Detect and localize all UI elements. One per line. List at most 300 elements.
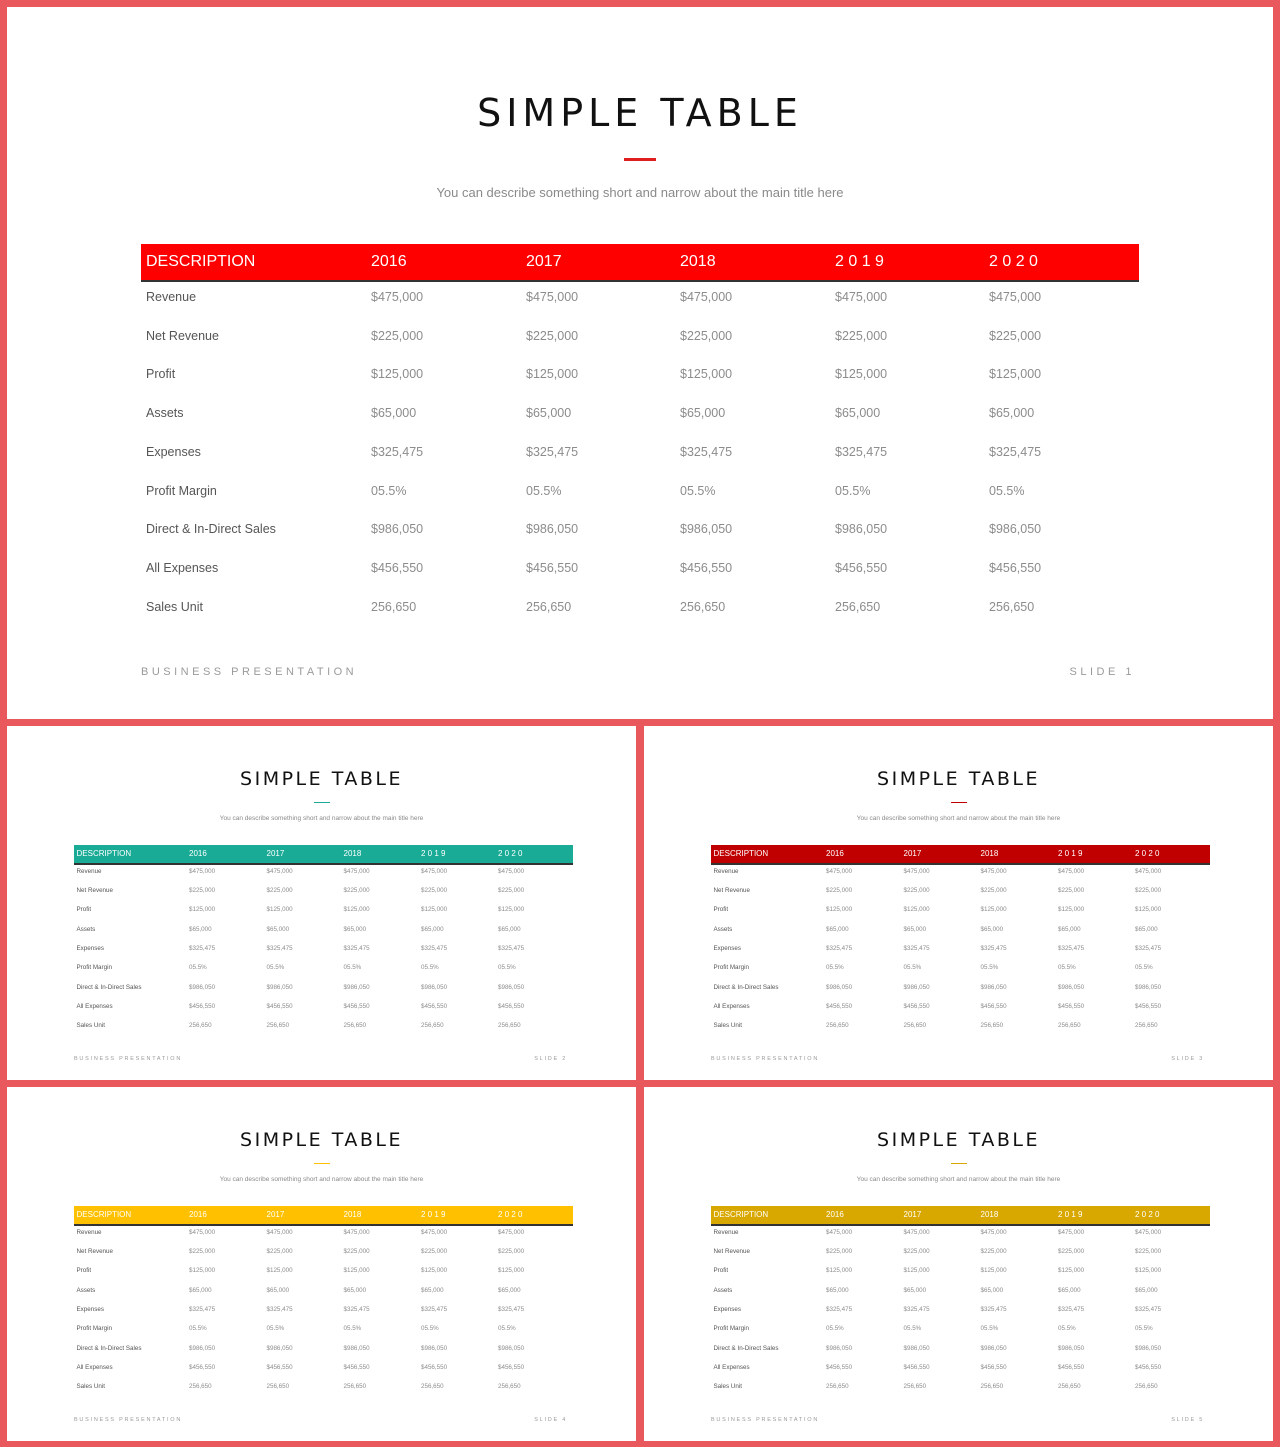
cell-2018: $65,000 xyxy=(680,406,726,421)
cell-2018: 05.5% xyxy=(343,964,362,972)
header-2017: 2017 xyxy=(266,1210,285,1219)
table-row xyxy=(711,868,1210,887)
cell-2020: $475,000 xyxy=(989,290,1042,304)
cell-2017: $986,050 xyxy=(266,1344,293,1352)
cell-2020: 256,650 xyxy=(498,1383,521,1391)
cell-2016: 05.5% xyxy=(826,1325,844,1333)
row-label: Revenue xyxy=(76,1228,102,1236)
cell-2017: $475,000 xyxy=(903,1228,930,1236)
table-row xyxy=(141,600,1139,639)
cell-2016: 256,650 xyxy=(826,1383,849,1391)
footer-presentation-name: BUSINESS PRESENTATION xyxy=(74,1055,183,1062)
cell-2020: $456,550 xyxy=(1135,1363,1162,1371)
header-2017: 2017 xyxy=(266,849,285,858)
row-label: Revenue xyxy=(76,867,102,875)
table-row xyxy=(141,522,1139,561)
table-row xyxy=(141,290,1139,329)
cell-2016: 256,650 xyxy=(189,1022,212,1030)
row-label: Profit xyxy=(146,367,176,382)
cell-2020: $475,000 xyxy=(1135,1228,1162,1236)
cell-2016: $456,550 xyxy=(826,1363,853,1371)
row-label: Assets xyxy=(713,925,733,933)
cell-2020: $225,000 xyxy=(989,328,1042,343)
table-row xyxy=(74,1306,573,1325)
cell-2016: $65,000 xyxy=(826,925,849,933)
footer-presentation-name: BUSINESS PRESENTATION xyxy=(141,666,358,678)
cell-2017: $325,475 xyxy=(266,1305,293,1313)
cell-2020: $225,000 xyxy=(1135,886,1162,894)
slide-subtitle: You can describe something short and narrow about the main title here xyxy=(219,815,424,822)
cell-2017: $65,000 xyxy=(903,925,927,933)
cell-2019: $456,550 xyxy=(1058,1002,1085,1010)
table-row xyxy=(711,1229,1210,1248)
cell-2017: $986,050 xyxy=(526,522,579,537)
table-row xyxy=(74,1383,573,1402)
cell-2019: $475,000 xyxy=(421,867,448,875)
cell-2018: 256,650 xyxy=(980,1383,1004,1391)
cell-2017: $456,550 xyxy=(266,1363,293,1371)
cell-2020: $475,000 xyxy=(498,867,525,875)
cell-2017: $456,550 xyxy=(903,1363,930,1371)
cell-2020: $125,000 xyxy=(1135,906,1162,914)
row-label: Sales Unit xyxy=(146,599,203,614)
cell-2017: $225,000 xyxy=(266,1247,293,1255)
cell-2020: $65,000 xyxy=(498,1286,521,1294)
title-underline xyxy=(314,1163,330,1165)
row-label: Net Revenue xyxy=(713,886,750,894)
row-label: Direct & In-Direct Sales xyxy=(713,983,779,991)
cell-2020: $986,050 xyxy=(1135,983,1162,991)
cell-2018: $65,000 xyxy=(343,1286,367,1294)
cell-2019: $986,050 xyxy=(1058,983,1085,991)
row-label: Direct & In-Direct Sales xyxy=(713,1344,779,1352)
cell-2016: $325,475 xyxy=(826,1305,853,1313)
cell-2016: $456,550 xyxy=(826,1002,853,1010)
header-2017: 2017 xyxy=(903,849,922,858)
header-2018: 2018 xyxy=(343,1210,362,1219)
cell-2017: $125,000 xyxy=(266,1267,293,1275)
header-2017: 2017 xyxy=(903,1210,922,1219)
cell-2018: $125,000 xyxy=(680,367,733,382)
cell-2017: $225,000 xyxy=(526,328,579,343)
cell-2016: $125,000 xyxy=(826,906,853,914)
cell-2018: $456,550 xyxy=(680,560,733,575)
header-2020: 2 0 2 0 xyxy=(1135,849,1160,858)
cell-2017: $475,000 xyxy=(266,867,293,875)
cell-2018: $456,550 xyxy=(343,1363,370,1371)
table-row xyxy=(74,1003,573,1022)
cell-2019: 256,650 xyxy=(1058,1022,1081,1030)
cell-2016: $65,000 xyxy=(826,1286,849,1294)
cell-2018: $125,000 xyxy=(343,906,370,914)
header-2016: 2016 xyxy=(189,849,207,858)
cell-2020: 256,650 xyxy=(1135,1022,1158,1030)
cell-2020: 05.5% xyxy=(989,483,1025,498)
cell-2016: $65,000 xyxy=(189,1286,212,1294)
table-row xyxy=(141,445,1139,484)
footer-slide-number: SLIDE 4 xyxy=(534,1416,567,1423)
row-label: Assets xyxy=(76,1286,96,1294)
cell-2016: $65,000 xyxy=(371,406,417,421)
cell-2019: $475,000 xyxy=(421,1228,448,1236)
cell-2017: 256,650 xyxy=(903,1022,927,1030)
title-underline xyxy=(951,802,967,804)
row-label: Profit Margin xyxy=(713,964,749,972)
cell-2017: $65,000 xyxy=(266,925,290,933)
cell-2019: $456,550 xyxy=(1058,1363,1085,1371)
cell-2016: $986,050 xyxy=(826,983,853,991)
row-label: Profit Margin xyxy=(713,1325,749,1333)
cell-2017: $225,000 xyxy=(266,886,293,894)
cell-2020: $325,475 xyxy=(989,444,1042,459)
cell-2016: 05.5% xyxy=(826,964,844,972)
cell-2017: $986,050 xyxy=(903,983,930,991)
cell-2020: 256,650 xyxy=(989,599,1035,614)
table-header xyxy=(74,1206,573,1226)
cell-2020: 05.5% xyxy=(1135,1325,1153,1333)
header-description: DESCRIPTION xyxy=(146,253,256,270)
cell-2016: $225,000 xyxy=(826,1247,853,1255)
cell-2018: $225,000 xyxy=(980,1247,1007,1255)
footer-slide-number: SLIDE 1 xyxy=(1069,666,1135,678)
cell-2018: $475,000 xyxy=(980,1228,1007,1236)
cell-2019: $125,000 xyxy=(1058,906,1085,914)
cell-2019: $456,550 xyxy=(421,1363,448,1371)
header-2020: 2 0 2 0 xyxy=(498,849,523,858)
cell-2018: 256,650 xyxy=(680,599,726,614)
header-2018: 2018 xyxy=(980,849,999,858)
cell-2019: $65,000 xyxy=(421,925,444,933)
cell-2016: $65,000 xyxy=(189,925,212,933)
cell-2017: 05.5% xyxy=(266,964,285,972)
header-2016: 2016 xyxy=(826,849,844,858)
row-label: All Expenses xyxy=(713,1363,750,1371)
header-2016: 2016 xyxy=(189,1210,207,1219)
row-label: All Expenses xyxy=(146,560,219,575)
cell-2019: $475,000 xyxy=(1058,867,1085,875)
header-2018: 2018 xyxy=(343,849,362,858)
cell-2016: $475,000 xyxy=(189,1228,216,1236)
table-row xyxy=(74,1248,573,1267)
cell-2019: 05.5% xyxy=(835,483,871,498)
row-label: Expenses xyxy=(146,444,201,459)
cell-2017: $456,550 xyxy=(266,1002,293,1010)
table-row xyxy=(141,561,1139,600)
row-label: Expenses xyxy=(76,944,104,952)
cell-2016: $225,000 xyxy=(189,1247,216,1255)
cell-2020: $986,050 xyxy=(498,1344,525,1352)
table-row xyxy=(711,1325,1210,1344)
table-row xyxy=(711,1287,1210,1306)
cell-2019: $65,000 xyxy=(1058,925,1081,933)
row-label: Net Revenue xyxy=(146,328,219,343)
row-label: Assets xyxy=(146,406,184,421)
row-label: Sales Unit xyxy=(76,1383,105,1391)
cell-2018: $986,050 xyxy=(343,1344,370,1352)
cell-2017: 256,650 xyxy=(526,599,572,614)
cell-2019: $125,000 xyxy=(421,906,448,914)
cell-2017: 05.5% xyxy=(903,1325,922,1333)
cell-2017: $325,475 xyxy=(266,944,293,952)
table-row xyxy=(74,1325,573,1344)
title-underline xyxy=(951,1163,967,1165)
table-row xyxy=(74,984,573,1003)
cell-2018: $225,000 xyxy=(980,886,1007,894)
row-label: Profit xyxy=(76,1267,92,1275)
slide-4[interactable] xyxy=(7,1087,636,1441)
table-header xyxy=(74,845,573,865)
cell-2016: $986,050 xyxy=(189,983,216,991)
cell-2019: $225,000 xyxy=(421,886,448,894)
header-description: DESCRIPTION xyxy=(76,849,132,858)
header-2016: 2016 xyxy=(826,1210,844,1219)
row-label: Net Revenue xyxy=(713,1247,750,1255)
cell-2016: $225,000 xyxy=(189,886,216,894)
data-table xyxy=(711,845,1210,1042)
table-header xyxy=(711,1206,1210,1226)
cell-2019: $225,000 xyxy=(1058,1247,1085,1255)
cell-2018: $125,000 xyxy=(980,906,1007,914)
cell-2018: 256,650 xyxy=(343,1022,367,1030)
cell-2017: 256,650 xyxy=(903,1383,927,1391)
data-table xyxy=(141,244,1139,638)
cell-2017: $65,000 xyxy=(903,1286,927,1294)
slide-5[interactable] xyxy=(644,1087,1273,1441)
cell-2018: $456,550 xyxy=(343,1002,370,1010)
cell-2017: $475,000 xyxy=(526,290,579,304)
cell-2020: $65,000 xyxy=(498,925,521,933)
cell-2017: $456,550 xyxy=(526,560,579,575)
cell-2019: $325,475 xyxy=(1058,1305,1085,1313)
slide-title: SIMPLE TABLE xyxy=(240,768,403,790)
row-label: Profit xyxy=(713,906,729,914)
cell-2019: 256,650 xyxy=(1058,1383,1081,1391)
cell-2016: $986,050 xyxy=(189,1344,216,1352)
header-description: DESCRIPTION xyxy=(713,849,769,858)
cell-2019: 05.5% xyxy=(1058,1325,1076,1333)
cell-2016: $225,000 xyxy=(826,886,853,894)
cell-2016: $986,050 xyxy=(826,1344,853,1352)
cell-2019: $325,475 xyxy=(421,1305,448,1313)
header-2017: 2017 xyxy=(526,253,562,270)
cell-2017: $65,000 xyxy=(526,406,572,421)
header-2016: 2016 xyxy=(371,253,407,270)
table-row xyxy=(711,906,1210,925)
row-label: Expenses xyxy=(713,944,741,952)
cell-2018: $456,550 xyxy=(980,1002,1007,1010)
cell-2017: $475,000 xyxy=(266,1228,293,1236)
table-row xyxy=(711,1345,1210,1364)
cell-2019: $475,000 xyxy=(1058,1228,1085,1236)
cell-2018: 256,650 xyxy=(343,1383,367,1391)
header-2019: 2 0 1 9 xyxy=(421,849,446,858)
cell-2017: 05.5% xyxy=(903,964,922,972)
cell-2017: 05.5% xyxy=(266,1325,285,1333)
cell-2018: $456,550 xyxy=(980,1363,1007,1371)
cell-2018: $986,050 xyxy=(343,983,370,991)
cell-2019: $456,550 xyxy=(835,560,888,575)
table-row xyxy=(141,406,1139,445)
cell-2020: $986,050 xyxy=(989,522,1042,537)
row-label: Net Revenue xyxy=(76,1247,113,1255)
cell-2019: $325,475 xyxy=(421,944,448,952)
cell-2016: 05.5% xyxy=(189,964,207,972)
cell-2016: 05.5% xyxy=(371,483,407,498)
cell-2019: $986,050 xyxy=(421,1344,448,1352)
row-label: Revenue xyxy=(146,290,197,304)
cell-2016: $325,475 xyxy=(189,1305,216,1313)
footer-presentation-name: BUSINESS PRESENTATION xyxy=(74,1416,183,1423)
row-label: Sales Unit xyxy=(76,1022,105,1030)
table-row xyxy=(711,1364,1210,1383)
cell-2019: $65,000 xyxy=(421,1286,444,1294)
cell-2019: 256,650 xyxy=(421,1022,444,1030)
header-2020: 2 0 2 0 xyxy=(498,1210,523,1219)
table-row xyxy=(141,367,1139,406)
table-row xyxy=(711,1306,1210,1325)
row-label: Expenses xyxy=(76,1305,104,1313)
cell-2017: $325,475 xyxy=(903,944,930,952)
cell-2019: $225,000 xyxy=(835,328,888,343)
table-row xyxy=(711,1003,1210,1022)
cell-2016: $475,000 xyxy=(189,867,216,875)
cell-2017: $325,475 xyxy=(526,444,579,459)
header-2020: 2 0 2 0 xyxy=(989,253,1038,270)
cell-2017: 05.5% xyxy=(526,483,562,498)
header-description: DESCRIPTION xyxy=(713,1210,769,1219)
cell-2019: $225,000 xyxy=(1058,886,1085,894)
cell-2017: 256,650 xyxy=(266,1022,290,1030)
cell-2019: $125,000 xyxy=(421,1267,448,1275)
row-label: Direct & In-Direct Sales xyxy=(146,522,276,537)
cell-2019: $986,050 xyxy=(421,983,448,991)
cell-2017: $125,000 xyxy=(526,367,579,382)
cell-2019: $475,000 xyxy=(835,290,888,304)
cell-2020: $475,000 xyxy=(1135,867,1162,875)
cell-2017: $475,000 xyxy=(903,867,930,875)
cell-2019: $325,475 xyxy=(835,444,888,459)
cell-2019: 05.5% xyxy=(1058,964,1076,972)
cell-2019: 05.5% xyxy=(421,964,439,972)
slide-2[interactable] xyxy=(7,726,636,1080)
cell-2018: 05.5% xyxy=(343,1325,362,1333)
row-label: Direct & In-Direct Sales xyxy=(76,1344,142,1352)
cell-2020: $456,550 xyxy=(989,560,1042,575)
cell-2020: 05.5% xyxy=(498,1325,516,1333)
table-row xyxy=(711,1248,1210,1267)
slide-3[interactable] xyxy=(644,726,1273,1080)
row-label: Net Revenue xyxy=(76,886,113,894)
header-2019: 2 0 1 9 xyxy=(1058,1210,1083,1219)
cell-2017: $125,000 xyxy=(903,1267,930,1275)
cell-2020: 05.5% xyxy=(1135,964,1153,972)
cell-2016: $475,000 xyxy=(826,867,853,875)
cell-2020: $125,000 xyxy=(989,367,1042,382)
row-label: Profit Margin xyxy=(76,1325,112,1333)
cell-2018: $475,000 xyxy=(343,1228,370,1236)
row-label: All Expenses xyxy=(76,1363,113,1371)
cell-2018: $475,000 xyxy=(980,867,1007,875)
cell-2020: $125,000 xyxy=(498,906,525,914)
cell-2018: $65,000 xyxy=(980,925,1004,933)
cell-2020: 256,650 xyxy=(1135,1383,1158,1391)
cell-2016: $456,550 xyxy=(371,560,424,575)
cell-2020: 05.5% xyxy=(498,964,516,972)
cell-2019: $125,000 xyxy=(1058,1267,1085,1275)
cell-2017: 256,650 xyxy=(266,1383,290,1391)
row-label: All Expenses xyxy=(713,1002,750,1010)
cell-2020: $325,475 xyxy=(498,1305,525,1313)
slide-1[interactable] xyxy=(7,7,1273,719)
cell-2016: $125,000 xyxy=(189,1267,216,1275)
cell-2016: 256,650 xyxy=(826,1022,849,1030)
data-table xyxy=(74,1206,573,1403)
slide-title: SIMPLE TABLE xyxy=(877,1129,1040,1151)
table-row xyxy=(74,1287,573,1306)
cell-2018: 05.5% xyxy=(980,1325,999,1333)
cell-2016: $456,550 xyxy=(189,1002,216,1010)
table-header xyxy=(711,845,1210,865)
table-row xyxy=(74,926,573,945)
cell-2016: $986,050 xyxy=(371,522,424,537)
cell-2018: $125,000 xyxy=(343,1267,370,1275)
cell-2017: $225,000 xyxy=(903,886,930,894)
row-label: Profit xyxy=(713,1267,729,1275)
cell-2016: $325,475 xyxy=(371,444,424,459)
cell-2019: $65,000 xyxy=(835,406,881,421)
table-row xyxy=(74,1022,573,1041)
slide-title: SIMPLE TABLE xyxy=(240,1129,403,1151)
cell-2020: $986,050 xyxy=(498,983,525,991)
cell-2020: $65,000 xyxy=(1135,925,1158,933)
cell-2017: $125,000 xyxy=(266,906,293,914)
cell-2020: $456,550 xyxy=(1135,1002,1162,1010)
table-row xyxy=(74,868,573,887)
cell-2018: $225,000 xyxy=(343,1247,370,1255)
table-row xyxy=(74,887,573,906)
table-row xyxy=(711,1267,1210,1286)
footer-presentation-name: BUSINESS PRESENTATION xyxy=(711,1416,820,1423)
cell-2017: $325,475 xyxy=(903,1305,930,1313)
header-2020: 2 0 2 0 xyxy=(1135,1210,1160,1219)
cell-2016: $225,000 xyxy=(371,328,424,343)
header-2019: 2 0 1 9 xyxy=(835,253,884,270)
cell-2018: $325,475 xyxy=(980,944,1007,952)
cell-2018: $475,000 xyxy=(343,867,370,875)
cell-2016: $475,000 xyxy=(371,290,424,304)
row-label: Sales Unit xyxy=(713,1383,742,1391)
cell-2018: $65,000 xyxy=(343,925,367,933)
slide-subtitle: You can describe something short and narrow about the main title here xyxy=(856,815,1061,822)
table-row xyxy=(74,1267,573,1286)
cell-2019: $986,050 xyxy=(835,522,888,537)
table-header xyxy=(141,244,1139,282)
table-row xyxy=(74,964,573,983)
table-row xyxy=(74,1229,573,1248)
row-label: Assets xyxy=(713,1286,733,1294)
table-row xyxy=(711,926,1210,945)
cell-2018: 05.5% xyxy=(680,483,716,498)
title-underline xyxy=(624,158,656,161)
table-row xyxy=(711,945,1210,964)
cell-2018: $325,475 xyxy=(343,944,370,952)
cell-2019: $456,550 xyxy=(421,1002,448,1010)
data-table xyxy=(74,845,573,1042)
cell-2020: $225,000 xyxy=(1135,1247,1162,1255)
cell-2020: $325,475 xyxy=(1135,944,1162,952)
header-2019: 2 0 1 9 xyxy=(421,1210,446,1219)
cell-2017: $456,550 xyxy=(903,1002,930,1010)
